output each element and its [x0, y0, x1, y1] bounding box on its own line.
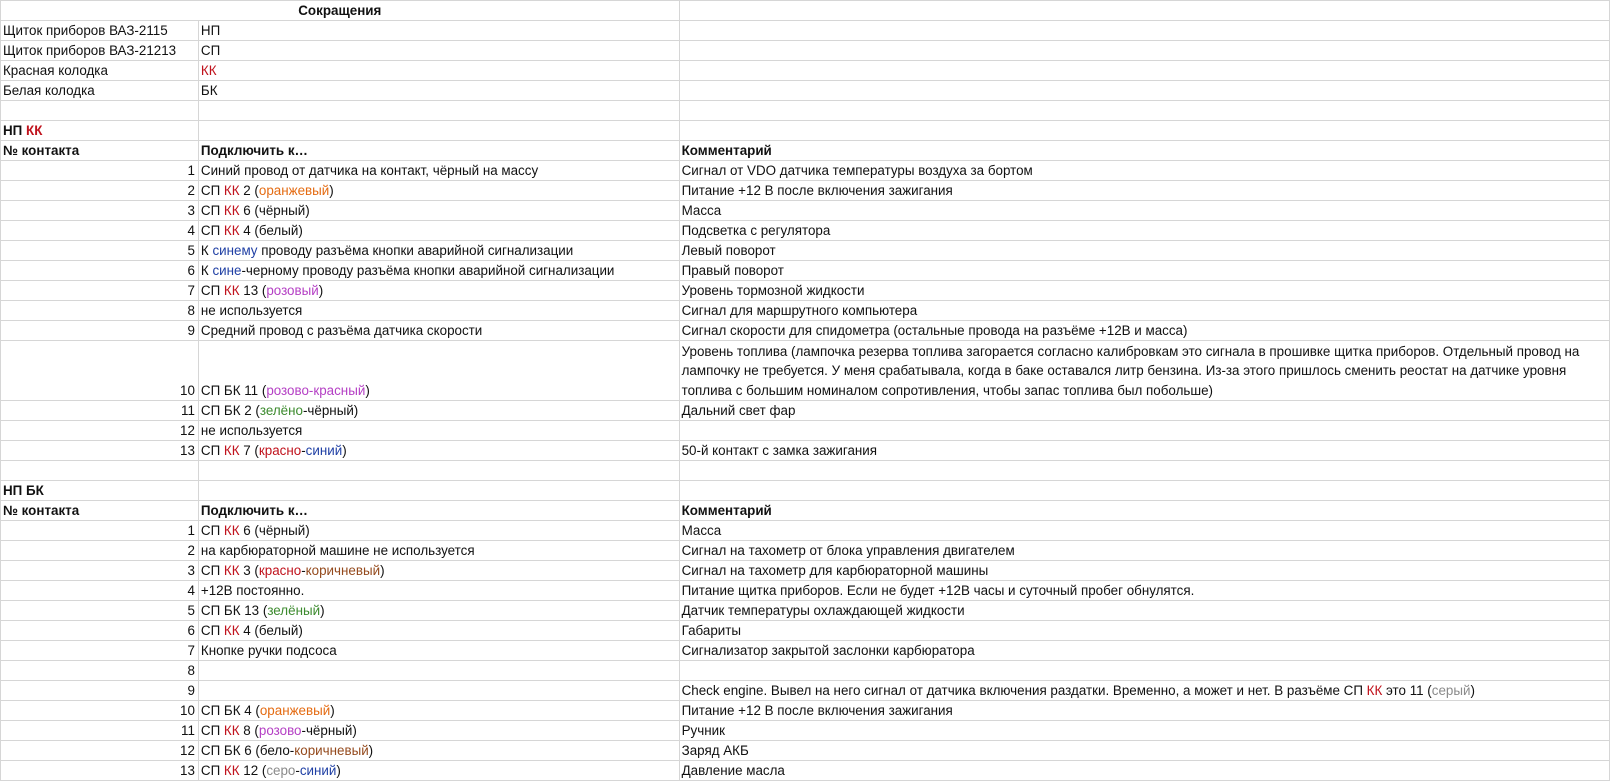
comment-cell[interactable]: [679, 341, 1609, 401]
connect-cell[interactable]: [198, 761, 679, 781]
table-row: [1, 581, 1610, 601]
connect-cell[interactable]: [198, 201, 679, 221]
comment-cell[interactable]: [679, 581, 1609, 601]
table-row: [1, 161, 1610, 181]
text-segment: КК: [223, 563, 240, 578]
contact-number[interactable]: 12: [1, 421, 199, 441]
contact-number[interactable]: 2: [1, 541, 199, 561]
text-segment: розовый: [266, 283, 319, 298]
text-segment: ): [380, 563, 385, 578]
text-segment: 8 (: [239, 723, 259, 738]
text-segment: СП БК 11 (: [200, 383, 267, 398]
connect-cell[interactable]: [198, 521, 679, 541]
contact-number[interactable]: 5: [1, 241, 199, 261]
section-title[interactable]: НП БК: [1, 481, 199, 501]
contact-number[interactable]: 9: [1, 681, 199, 701]
cell[interactable]: [679, 41, 1609, 61]
contact-number[interactable]: 7: [1, 641, 199, 661]
cell[interactable]: [679, 81, 1609, 101]
table-row: [1, 201, 1610, 221]
text-segment: ): [320, 603, 325, 618]
text-segment: ): [330, 703, 335, 718]
comment-cell[interactable]: [679, 601, 1609, 621]
text-segment: Питание +12 В после включения зажигания: [681, 183, 953, 198]
text-segment: Датчик температуры охлаждающей жидкости: [681, 603, 965, 618]
abbr-row: [1, 81, 1610, 101]
contact-number[interactable]: 3: [1, 201, 199, 221]
connect-cell[interactable]: [198, 341, 679, 401]
table-row: [1, 241, 1610, 261]
table-row: [1, 621, 1610, 641]
comment-cell[interactable]: [679, 301, 1609, 321]
abbr-label[interactable]: Щиток приборов ВАЗ-21213: [1, 41, 199, 61]
comment-cell[interactable]: [679, 421, 1609, 441]
text-segment: розово: [258, 723, 302, 738]
abbr-label[interactable]: Красная колодка: [1, 61, 199, 81]
text-segment: КК: [223, 723, 240, 738]
text-segment: Заряд АКБ: [681, 743, 749, 758]
text-segment: Check engine. Вывел на него сигнал от датчика включения раздатки. Временно, а может и нет. В разъёме СП: [681, 683, 1367, 698]
text-segment: СП: [200, 763, 224, 778]
text-segment: СП: [200, 183, 224, 198]
comment-cell[interactable]: [679, 321, 1609, 341]
text-segment: 4 (белый): [239, 623, 303, 638]
empty-row: [1, 101, 1610, 121]
contact-number[interactable]: 4: [1, 221, 199, 241]
text-segment: -: [301, 443, 306, 458]
connect-cell[interactable]: [198, 741, 679, 761]
text-segment: СП БК 6 (бело-: [200, 743, 295, 758]
text-segment: СП: [200, 623, 224, 638]
abbr-label[interactable]: Щиток приборов ВАЗ-2115: [1, 21, 199, 41]
text-segment: Левый поворот: [681, 243, 776, 258]
cell[interactable]: [679, 1, 1609, 21]
comment-cell[interactable]: [679, 181, 1609, 201]
contact-number[interactable]: 7: [1, 281, 199, 301]
text-segment: ): [368, 743, 374, 758]
connect-cell[interactable]: [198, 661, 679, 681]
connect-cell[interactable]: [198, 441, 679, 461]
text-segment: красно: [258, 443, 302, 458]
text-segment: 3 (: [239, 563, 259, 578]
text-segment: синий: [299, 763, 337, 778]
text-segment: Средний провод с разъёма датчика скорости: [200, 323, 483, 338]
comment-cell[interactable]: [679, 161, 1609, 181]
text-segment: серый: [1431, 683, 1471, 698]
text-segment: КК: [223, 443, 240, 458]
text-segment: 7 (: [239, 443, 259, 458]
abbr-row: [1, 41, 1610, 61]
cell[interactable]: [679, 121, 1609, 141]
table-row: [1, 321, 1610, 341]
text-segment: -: [301, 563, 306, 578]
comment-cell[interactable]: [679, 721, 1609, 741]
section-title-row: [1, 481, 1610, 501]
connect-cell[interactable]: [198, 601, 679, 621]
text-segment: СП: [200, 723, 224, 738]
table-row: [1, 641, 1610, 661]
contact-number[interactable]: 6: [1, 621, 199, 641]
cell[interactable]: [198, 101, 679, 121]
connect-cell[interactable]: [198, 241, 679, 261]
text-segment: КК: [223, 283, 240, 298]
text-segment: 12 (: [239, 763, 267, 778]
text-segment: Синий провод от датчика на контакт, чёрный на массу: [200, 163, 539, 178]
text-segment: Давление масла: [681, 763, 785, 778]
text-segment: 6 (чёрный): [239, 203, 310, 218]
text-segment: ): [318, 283, 324, 298]
header-connect[interactable]: Подключить к…: [198, 501, 679, 521]
connect-cell[interactable]: [198, 261, 679, 281]
connect-cell[interactable]: [198, 541, 679, 561]
cell[interactable]: [679, 21, 1609, 41]
text-segment: Сигнал на тахометр от блока управления двигателем: [681, 543, 1015, 558]
contact-number[interactable]: 3: [1, 561, 199, 581]
connect-cell[interactable]: [198, 621, 679, 641]
text-segment: на карбюраторной машине не используется: [200, 543, 475, 558]
text-segment: не используется: [200, 423, 303, 438]
comment-cell[interactable]: [679, 701, 1609, 721]
connect-cell[interactable]: [198, 321, 679, 341]
text-segment: зелёный: [267, 603, 321, 618]
text-segment: красно: [258, 563, 302, 578]
connect-cell[interactable]: [198, 281, 679, 301]
comment-cell[interactable]: [679, 201, 1609, 221]
abbr-label[interactable]: Белая колодка: [1, 81, 199, 101]
text-segment: СП: [200, 283, 224, 298]
text-segment: зелёно: [259, 403, 303, 418]
header-contact[interactable]: № контакта: [1, 501, 199, 521]
text-segment: СП: [200, 563, 224, 578]
text-segment: -чёрный): [302, 403, 359, 418]
text-segment: 6 (чёрный): [239, 523, 310, 538]
text-segment: Ручник: [681, 723, 725, 738]
table-row: [1, 541, 1610, 561]
text-segment: синему: [212, 243, 258, 258]
cell[interactable]: [198, 121, 679, 141]
comment-cell[interactable]: [679, 521, 1609, 541]
text-segment: КК: [223, 223, 240, 238]
text-segment: КК: [223, 523, 240, 538]
abbr-row: [1, 21, 1610, 41]
section-title-part: КК: [26, 123, 43, 138]
text-segment: 2 (: [239, 183, 259, 198]
table-row: [1, 181, 1610, 201]
text-segment: ): [365, 383, 370, 398]
text-segment: Габариты: [681, 623, 742, 638]
text-segment: коричневый: [294, 743, 369, 758]
table-row: [1, 701, 1610, 721]
cell[interactable]: [679, 61, 1609, 81]
text-segment: К: [200, 263, 213, 278]
connect-cell[interactable]: [198, 561, 679, 581]
cell[interactable]: [679, 481, 1609, 501]
contact-number[interactable]: 6: [1, 261, 199, 281]
column-header-row: [1, 501, 1610, 521]
contact-number[interactable]: 4: [1, 581, 199, 601]
text-segment: КК: [223, 763, 240, 778]
comment-cell[interactable]: [679, 681, 1609, 701]
comment-cell[interactable]: [679, 241, 1609, 261]
connect-cell[interactable]: [198, 221, 679, 241]
text-segment: КК: [1366, 683, 1383, 698]
text-segment: КК: [223, 623, 240, 638]
connect-cell[interactable]: [198, 421, 679, 441]
connect-cell[interactable]: [198, 581, 679, 601]
text-segment: СП БК 13 (: [200, 603, 268, 618]
comment-cell[interactable]: [679, 741, 1609, 761]
text-segment: Масса: [681, 203, 722, 218]
text-segment: оранжевый: [259, 703, 331, 718]
text-segment: 4 (белый): [239, 223, 303, 238]
table-row: [1, 441, 1610, 461]
text-segment: -: [295, 763, 300, 778]
text-segment: ): [342, 443, 347, 458]
table-row: [1, 601, 1610, 621]
connect-cell[interactable]: [198, 701, 679, 721]
contact-number[interactable]: 9: [1, 321, 199, 341]
header-comment[interactable]: Комментарий: [679, 141, 1609, 161]
empty-row: [1, 461, 1610, 481]
table-row: [1, 421, 1610, 441]
cell[interactable]: [679, 101, 1609, 121]
text-segment: проводу разъёма кнопки аварийной сигнализации: [257, 243, 574, 258]
text-segment: ): [1470, 683, 1475, 698]
text-segment: Подсветка с регулятора: [681, 223, 831, 238]
table-row: [1, 401, 1610, 421]
text-segment: КК: [223, 203, 240, 218]
connect-cell[interactable]: [198, 161, 679, 181]
comment-cell[interactable]: [679, 541, 1609, 561]
contact-number[interactable]: 2: [1, 181, 199, 201]
header-contact[interactable]: № контакта: [1, 141, 199, 161]
table-row: [1, 681, 1610, 701]
text-segment: Сигнал для маршрутного компьютера: [681, 303, 918, 318]
header-row: [1, 1, 1610, 21]
section-title[interactable]: [1, 121, 199, 141]
table-row: [1, 301, 1610, 321]
comment-cell[interactable]: [679, 761, 1609, 781]
abbr-row: [1, 61, 1610, 81]
text-segment: не используется: [200, 303, 303, 318]
table-row: [1, 281, 1610, 301]
cell[interactable]: [679, 461, 1609, 481]
text-segment: 50-й контакт с замка зажигания: [681, 443, 878, 458]
text-segment: это 11 (: [1382, 683, 1432, 698]
text-segment: СП: [200, 443, 224, 458]
text-segment: сине: [212, 263, 242, 278]
contact-number[interactable]: 11: [1, 721, 199, 741]
table-row: [1, 561, 1610, 581]
text-segment: Масса: [681, 523, 722, 538]
contact-number[interactable]: 1: [1, 521, 199, 541]
text-segment: -чёрный): [301, 723, 357, 738]
text-segment: Уровень топлива (лампочка резерва топлива загорается согласно калибровкам это сигнала в прошивке щитка приборов. Отдельный провод на лампочку не требуется. У меня срабатывала, когда в баке оставался литр бензина. Из-за этого пришлось сменить реостат на датчике уровня топлива с большим номиналом сопротивления, чтобы запас топлива был побольше): [681, 343, 1580, 398]
text-segment: СП БК 2 (: [200, 403, 260, 418]
table-row: [1, 521, 1610, 541]
contact-number[interactable]: 10: [1, 341, 199, 401]
abbr-value[interactable]: КК: [198, 61, 679, 81]
text-segment: синий: [305, 443, 343, 458]
contact-number[interactable]: 8: [1, 661, 199, 681]
text-segment: Сигнализатор закрытой заслонки карбюратора: [681, 643, 975, 658]
comment-cell[interactable]: [679, 441, 1609, 461]
column-header-row: [1, 141, 1610, 161]
cell[interactable]: [198, 461, 679, 481]
comment-cell[interactable]: [679, 621, 1609, 641]
sheet-title[interactable]: Сокращения: [1, 1, 680, 21]
table-row: [1, 741, 1610, 761]
connect-cell[interactable]: [198, 301, 679, 321]
header-comment[interactable]: Комментарий: [679, 501, 1609, 521]
cell[interactable]: [1, 101, 199, 121]
text-segment: К: [200, 243, 213, 258]
comment-cell[interactable]: [679, 561, 1609, 581]
contact-number[interactable]: 11: [1, 401, 199, 421]
text-segment: Сигнал на тахометр для карбюраторной машины: [681, 563, 989, 578]
text-segment: Сигнал скорости для спидометра (остальные провода на разъёме +12В и масса): [681, 323, 1188, 338]
table-row: [1, 221, 1610, 241]
cell[interactable]: [198, 481, 679, 501]
contact-number[interactable]: 13: [1, 441, 199, 461]
connect-cell[interactable]: [198, 681, 679, 701]
contact-number[interactable]: 1: [1, 161, 199, 181]
comment-cell[interactable]: [679, 281, 1609, 301]
abbr-value[interactable]: БК: [198, 81, 679, 101]
text-segment: +12В постоянно.: [200, 583, 305, 598]
text-segment: серо: [266, 763, 296, 778]
table-row: [1, 661, 1610, 681]
comment-cell[interactable]: [679, 661, 1609, 681]
connect-cell[interactable]: [198, 401, 679, 421]
table-row: [1, 721, 1610, 741]
text-segment: Дальний свет фар: [681, 403, 796, 418]
contact-number[interactable]: 5: [1, 601, 199, 621]
text-segment: Питание +12 В после включения зажигания: [681, 703, 953, 718]
table-row: [1, 341, 1610, 401]
text-segment: розово-красный: [266, 383, 366, 398]
text-segment: СП: [200, 523, 224, 538]
contact-number[interactable]: 10: [1, 701, 199, 721]
text-segment: оранжевый: [258, 183, 330, 198]
text-segment: коричневый: [305, 563, 381, 578]
table-row: [1, 261, 1610, 281]
header-connect[interactable]: Подключить к…: [198, 141, 679, 161]
text-segment: КК: [223, 183, 240, 198]
table-row: [1, 761, 1610, 781]
text-segment: Уровень тормозной жидкости: [681, 283, 865, 298]
text-segment: Правый поворот: [681, 263, 784, 278]
text-segment: 13 (: [239, 283, 267, 298]
contact-number[interactable]: 12: [1, 741, 199, 761]
connect-cell[interactable]: [198, 721, 679, 741]
text-segment: СП: [200, 223, 224, 238]
text-segment: СП БК 4 (: [200, 703, 260, 718]
comment-cell[interactable]: [679, 261, 1609, 281]
cell[interactable]: [1, 461, 199, 481]
comment-cell[interactable]: [679, 641, 1609, 661]
text-segment: СП: [200, 203, 224, 218]
connect-cell[interactable]: [198, 181, 679, 201]
abbr-value[interactable]: СП: [198, 41, 679, 61]
contact-number[interactable]: 13: [1, 761, 199, 781]
text-segment: -черному проводу разъёма кнопки аварийной сигнализации: [241, 263, 615, 278]
text-segment: Кнопке ручки подсоса: [200, 643, 337, 658]
text-segment: ): [329, 183, 334, 198]
text-segment: Сигнал от VDO датчика температуры воздуха за бортом: [681, 163, 1033, 178]
section-title-part: НП: [3, 123, 23, 138]
connect-cell[interactable]: [198, 641, 679, 661]
comment-cell[interactable]: [679, 221, 1609, 241]
section-title-row: [1, 121, 1610, 141]
comment-cell[interactable]: [679, 401, 1609, 421]
text-segment: Питание щитка приборов. Если не будет +12В часы и суточный пробег обнулятся.: [681, 583, 1195, 598]
text-segment: ): [336, 763, 341, 778]
contact-number[interactable]: 8: [1, 301, 199, 321]
abbr-value[interactable]: НП: [198, 21, 679, 41]
